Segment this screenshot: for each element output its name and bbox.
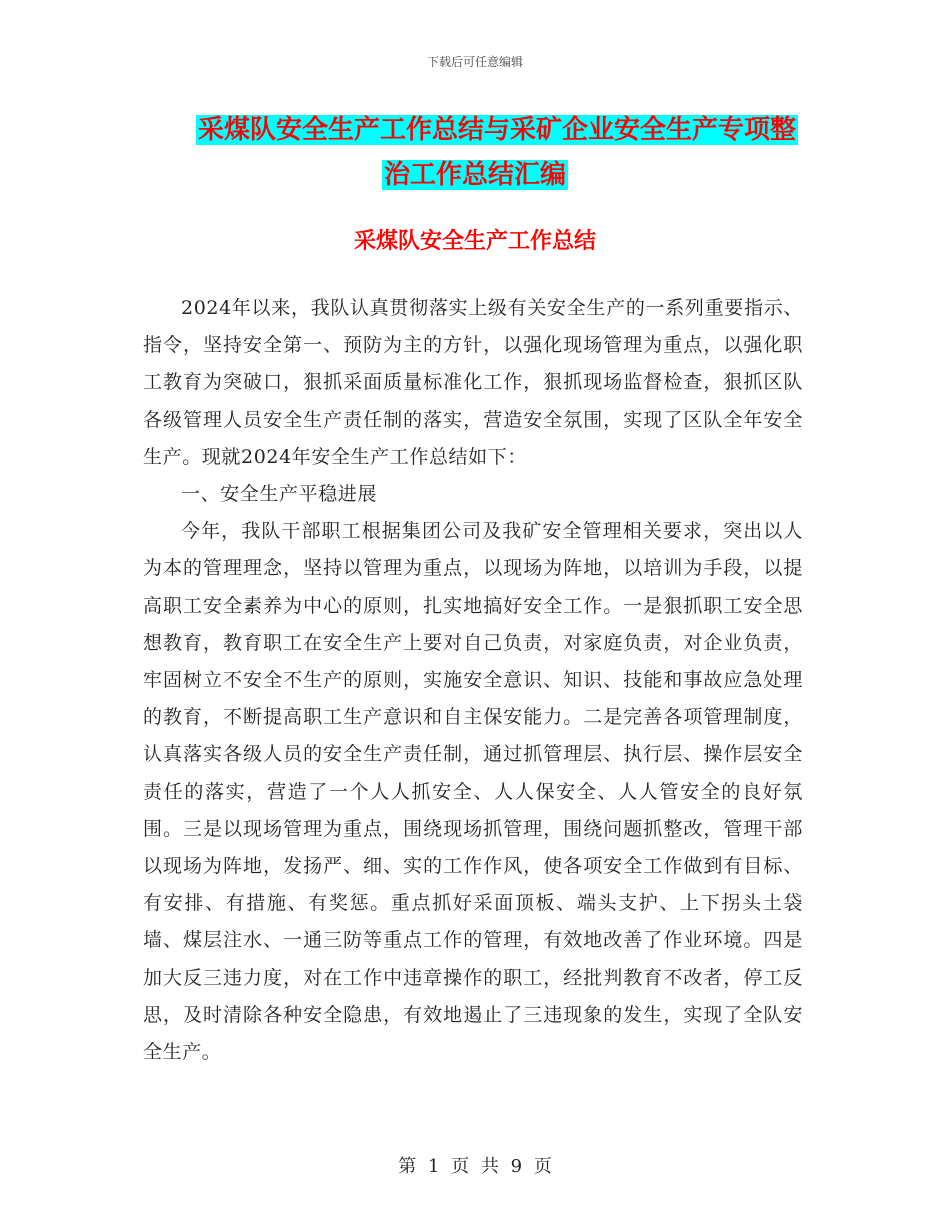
document-title-line-2	[0, 152, 950, 198]
paragraph-heading: 一、安全生产平稳进展	[181, 483, 378, 506]
document-title-line-1	[22, 107, 950, 153]
document-title-text-1: 采煤队安全生产工作总结与采矿企业安全生产专项整	[197, 115, 796, 145]
section-title: 采煤队安全生产工作总结	[353, 229, 596, 254]
paragraph-main: 今年，我队干部职工根据集团公司及我矿安全管理相关要求，突出以人为本的管理理念，坚持以管理为重点，以现场为阵地，以培训为手段，以提高职工安全素养为中心的原则，扎实地搞好安全工作。一是狠抓职工安全思想教育，教育职工在安全生产上要对自己负责，对家庭负责，对企业负责，牢固树立不安全不生产的原则，实施安全意识、知识、技能和事故应急处理的教育，不断提高职工生产意识和自主保安能力。二是完善各项管理制度，认真落实各级人员的安全生产责任制，通过抓管理层、执行层、操作层安全责任的落实，营造了一个人人抓安全、人人保安全、人人管安全的良好氛围。三是以现场管理为重点，围绕现场抓管理，围绕问题抓整改，管理干部以现场为阵地，发扬严、细、实的工作作风，使各项安全工作做到有目标、有安排、有措施、有奖惩。重点抓好采面顶板、端头支护、上下拐头土袋墙、煤层注水、一通三防等重点工作的管理，有效地改善了作业环境。四是加大反三违力度，对在工作中违章操作的职工，经批判教育不改者，停工反思，及时清除各种安全隐患，有效地遏止了三违现象的发生，实现了全队安全生产。	[143, 520, 803, 1064]
paragraph-intro: 2024年以来，我队认真贯彻落实上级有关安全生产的一系列重要指示、指令，坚持安全第一、预防为主的方针，以强化现场管理为重点，以强化职工教育为突破口，狠抓采面质量标准化工作，狠抓现场监督检查，狠抓区队各级管理人员安全生产责任制的落实，营造安全氛围，实现了区队全年安全生产。现就2024年安全生产工作总结如下：	[143, 297, 803, 468]
document-body	[143, 290, 803, 1071]
header-note: 下载后可任意编辑	[426, 55, 523, 69]
document-title-text-2: 治工作总结汇编	[383, 160, 566, 190]
page-footer: 第 1 页 共 9 页	[398, 1156, 552, 1177]
